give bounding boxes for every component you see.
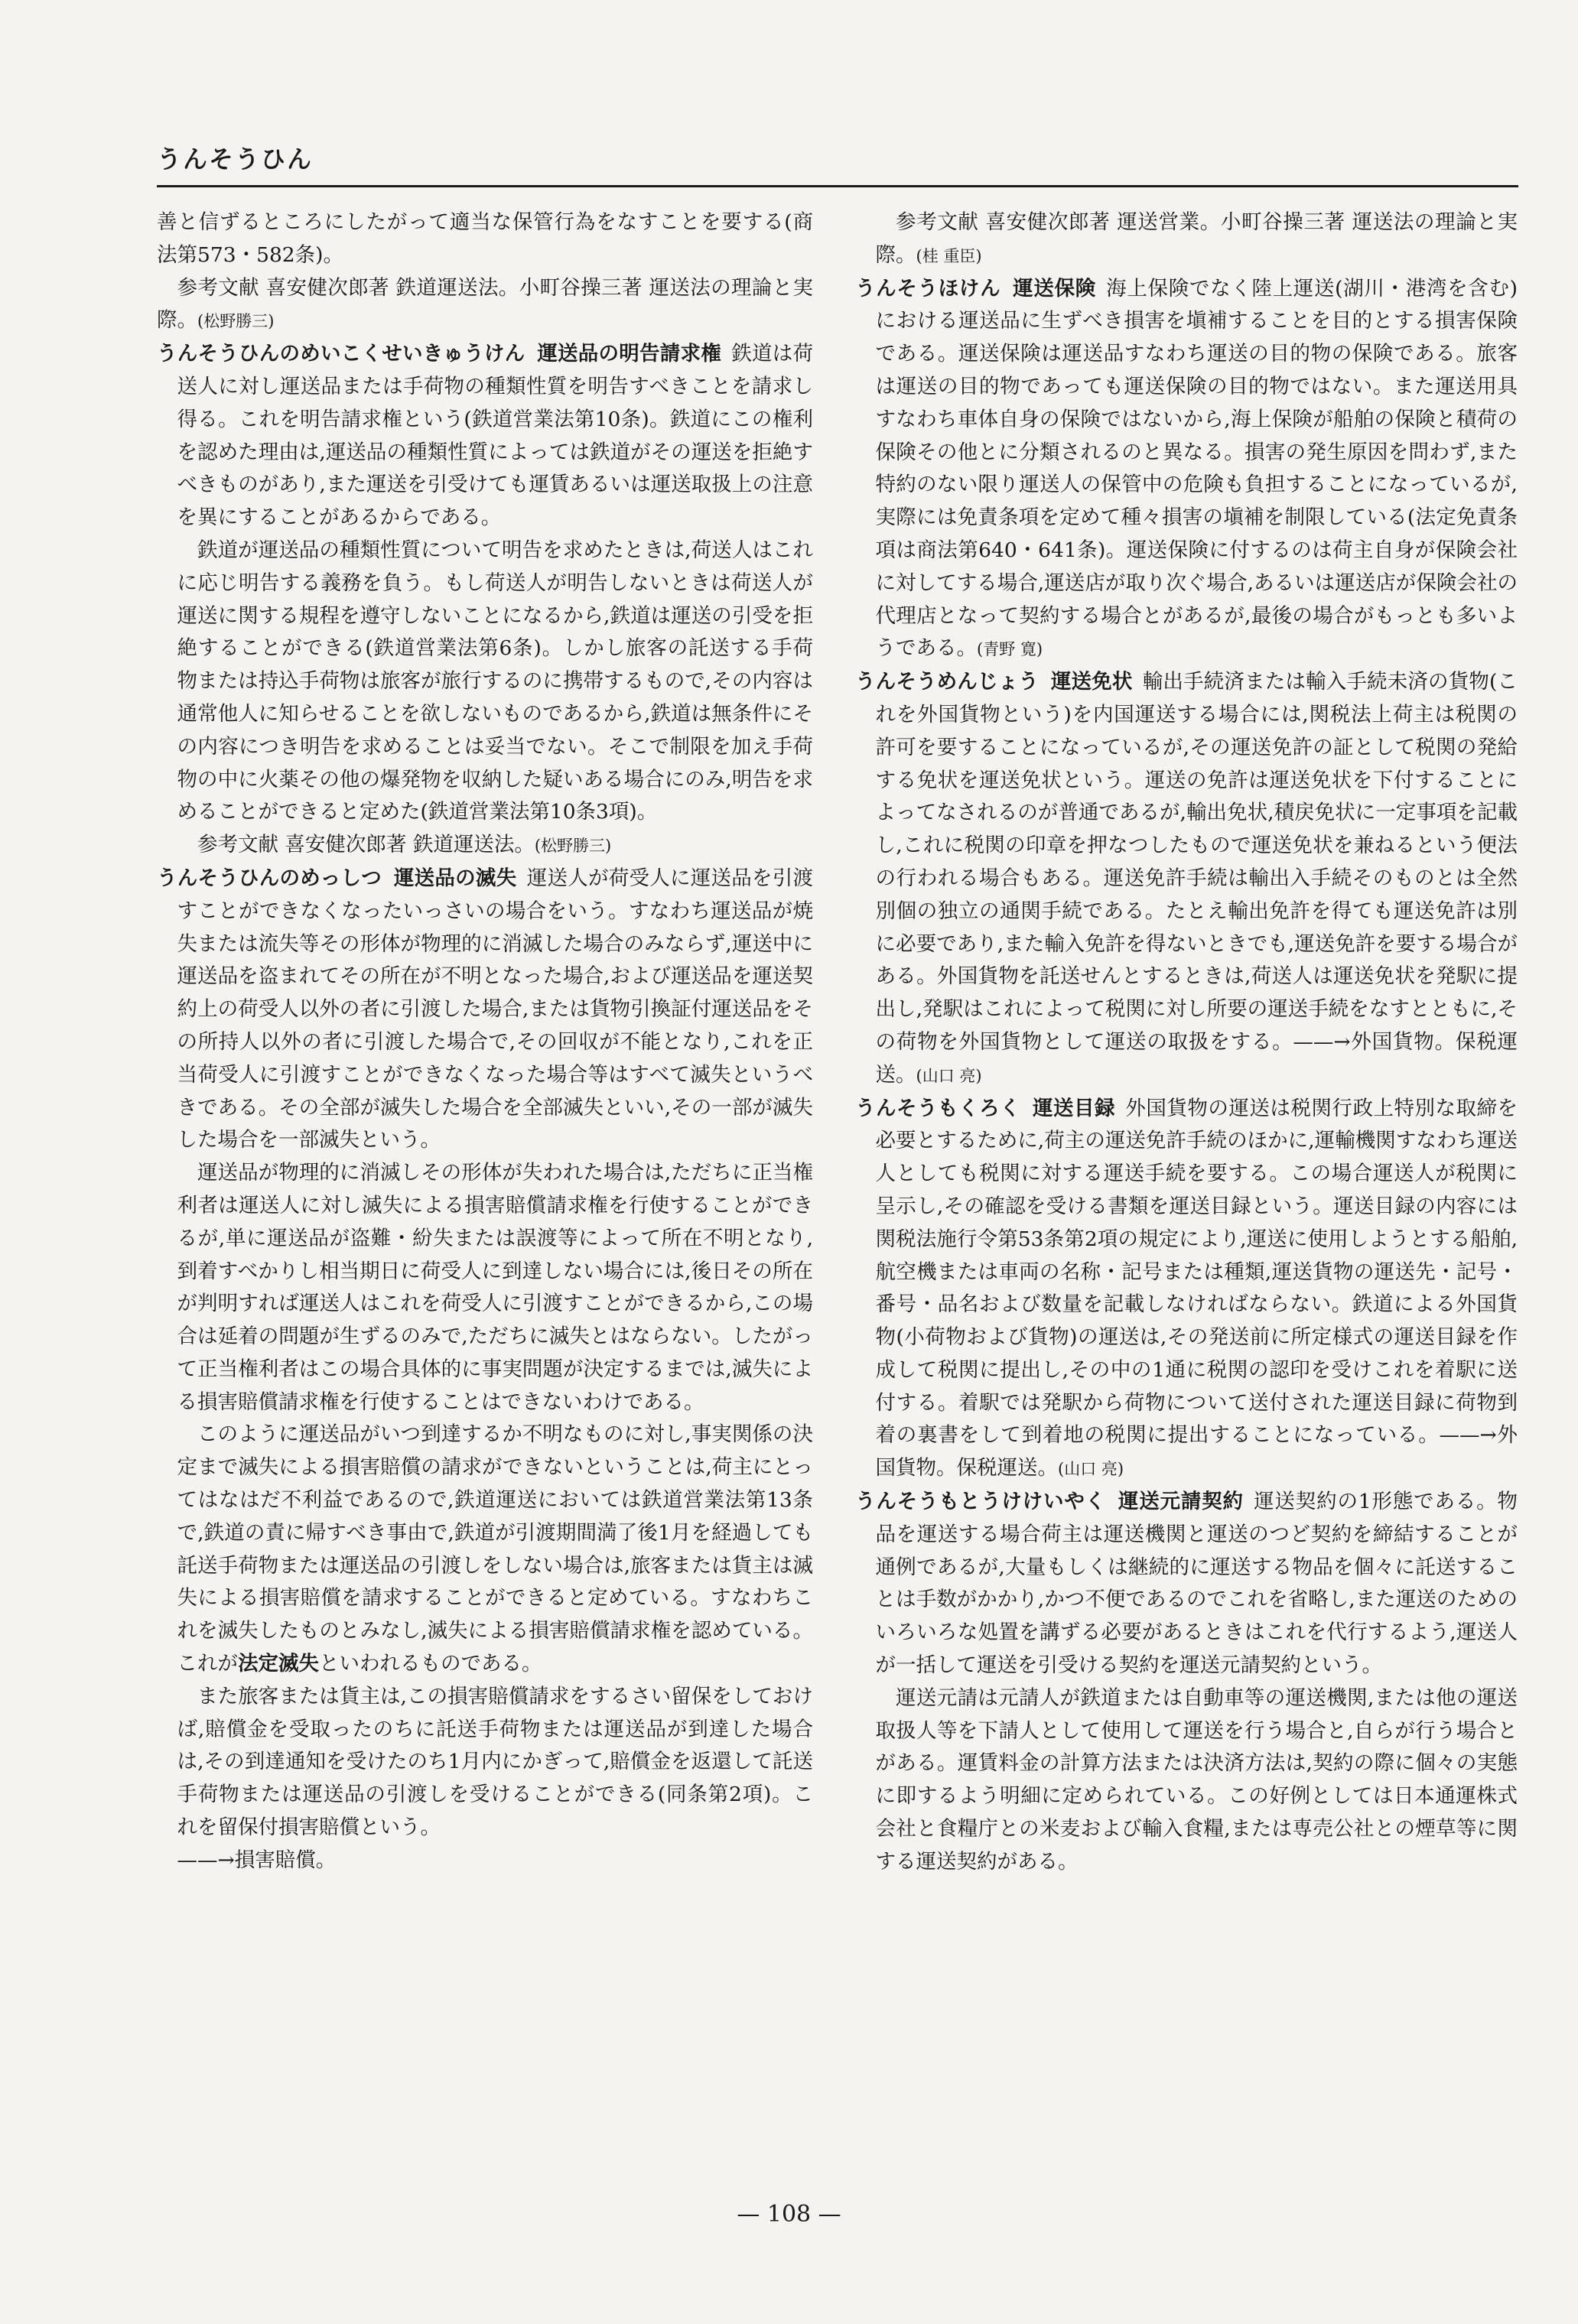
author-credit: (桂 重臣) (916, 246, 982, 265)
entry-paragraph: また旅客または貨主は,この損害賠償請求をするさい留保をしておけば,賠償金を受取ったのちに託送手荷物または運送品が到達した場合は,その到達通知を受けたのち1月内にかぎって,賠償金を返還して託送手荷物または運送品の引渡しを受けることができる(同条第2項)。これを留保付損害賠償という。 (177, 1684, 813, 1840)
page-number: — 108 — (737, 2201, 841, 2228)
continued-text: 善と信ずるところにしたがって適当な保管行為をなすことを要する(商法第573・582条)。 (157, 210, 813, 267)
entry-text: 鉄道は荷送人に対し運送品または手荷物の種類性質を明告すべきことを請求し得る。これを明告請求権という(鉄道営業法第10条)。鉄道にこの権利を認めた理由は,運送品の種類性質によっては鉄道がその運送を拒絶すべきものがあり,また運送を引受けても運賃あるいは運送取扱上の注意を異にすることがあるからである。 (177, 342, 814, 530)
entry-reading: うんそうもくろく (855, 1096, 1021, 1120)
author-credit: (山口 亮) (1058, 1460, 1124, 1479)
entry-term: 運送保険 (1013, 276, 1096, 301)
entry-reading: うんそうほけん (855, 276, 1001, 301)
entry-text: 輸出手続済または輸入手続未済の貨物(これを外国貨物という)を内国運送する場合には,関税法上荷主は税関の許可を要することになっているが,その運送免許の証として税関の発給する免状を運送免状という。運送の免許は運送免状を下付することによってなされるのが普通であるが,輸出免状,積戻免状に一定事項を記載し,これに税関の印章を押なつしたもので運送免状を兼ねるという便法の行われる場合もある。運送免許手続は輸出入手続そのものとは全然別個の独立の通関手続である。たとえ輸出免許を得ても運送免許は別に必要であり,また輸入免許を得ないときでも,運送免許を要する場合がある。外国貨物を託送せんとするときは,荷送人は運送免状を発駅に提出し,発駅はこれによって税関に対し所要の運送手続をなすとともに,その荷物を外国貨物として運送の取扱をする。——→外国貨物。保税運送。 (875, 670, 1518, 1087)
entry-text: 外国貨物の運送は税関行政上特別な取締を必要とするために,荷主の運送免許手続のほかに,運輸機関すなわち運送人としても税関に対する運送手続を要する。この場合運送人が税関に呈示し,その確認を受ける書類を運送目録という。運送目録の内容には関税法施行令第53条第2項の規定により,運送に使用しようとする船舶,航空機または車両の名称・記号または種類,運送貨物の運送先・記号・番号・品名および数量を記載しなければならない。鉄道による外国貨物(小荷物および貨物)の運送は,その発送前に所定様式の運送目録を作成して税関に提出し,その中の1通に税関の認印を受けこれを着駅に送付する。着駅では発駅から荷物について送付された運送目録に荷物到着の裏書をして到着地の税関に提出することになっている。——→外国貨物。保税運送。 (875, 1096, 1518, 1481)
entry-reading: うんそうめんじょう (855, 670, 1039, 694)
entry-reading: うんそうひんのめっしつ (157, 866, 382, 890)
entry-term: 運送目録 (1033, 1096, 1116, 1120)
entry-messhitsu (157, 863, 813, 1157)
entry-paragraph: 鉄道が運送品の種類性質について明告を求めたときは,荷送人はこれに応じ明告する義務を負う。もし荷送人が明告しないときは荷送人が運送に関する規程を遵守しないことになるから,鉄道は運送の引受を拒絶することができる(鉄道営業法第6条)。しかし旅客の託送する手荷物または持込手荷物は旅客が旅行するのに携帯するもので,その内容は通常他人に知らせることを欲しないものであるから,鉄道は無条件にその内容につき明告を求めることは妥当でない。そこで制限を加え手荷物の中に火薬その他の爆発物を収納した疑いある場合にのみ,明告を求めることができると定めた(鉄道営業法第10条3項)。 (177, 538, 813, 824)
reference-line: 参考文献 喜安健次郎著 鉄道運送法。小町谷操三著 運送法の理論と実際。(松野勝三) (157, 275, 813, 333)
author-credit: (松野勝三) (534, 837, 612, 856)
entry-text: 海上保険でなく陸上運送(湖川・港湾を含む)における運送品に生ずべき損害を塡補することを目的とする損害保険である。運送保険は運送品すなわち運送の目的物の保険である。旅客は運送の目的物であっても運送保険の目的物ではない。また運送用具すなわち車体自身の保険ではないから,海上保険が船舶の保険と積荷の保険その他とに分類されるのと異なる。損害の発生原因を問わず,また特約のない限り運送人の保管中の危険も負担することになっているが,実際には免責条項を定めて種々損害の塡補を制限している(法定免責条項は商法第640・641条)。運送保険に付するのは荷主自身が保険会社に対してする場合,運送店が取り次ぐ場合,あるいは運送店が保険会社の代理店となって契約する場合とがあるが,最後の場合がもっとも多いようである。 (875, 276, 1518, 661)
entry-paragraph: 運送品が物理的に消滅しその形体が失われた場合は,ただちに正当権利者は運送人に対し滅失による損害賠償請求権を行使することができるが,単に運送品が盗難・紛失または誤渡等によって所在不明となり,到着すべかりし相当期日に荷受人に到達しない場合には,後日その所在が判明すれば運送人はこれを荷受人に引渡すことができるから,この場合は延着の問題が生ずるのみで,ただちに滅失とはならない。したがって正当権利者はこの場合具体的に事実問題が決定するまでは,滅失による損害賠償請求権を行使することはできないわけである。 (177, 1161, 813, 1414)
entry-paragraph: このように運送品がいつ到達するか不明なものに対し,事実関係の決定まで滅失による損害賠償の請求ができないということは,荷主にとってはなはだ不利益であるので,鉄道運送においては鉄道営業法第13条で,鉄道の責に帰すべき事由で,鉄道が引渡期間満了後1月を経過しても託送手荷物または運送品の引渡しをしない場合は,旅客または貨主は滅失による損害賠償を請求することができると定めている。すなわちこれを滅失したものとみなし,滅失による損害賠償請求権を認めている。これが法定滅失といわれるものである。 (177, 1422, 813, 1676)
entry-unso-motouke-keiyaku (855, 1486, 1518, 1682)
entry-text: 運送契約の1形態である。物品を運送する場合荷主は運送機関と運送のつど契約を締結することが通例であるが,大量もしくは継続的に運送する物品を個々に託送することは手数がかかり,かつ不便であるのでこれを省略し,また運送のためのいろいろな処置を講ずる必要があるときはこれを代行するよう,運送人が一括して運送を引受ける契約を運送元請契約という。 (875, 1490, 1518, 1678)
cross-reference: ——→損害賠償。 (177, 1848, 337, 1872)
author-credit: (山口 亮) (916, 1066, 982, 1085)
right-column (855, 206, 1518, 1879)
keyword: 法定滅失 (238, 1652, 319, 1676)
entry-unso-mokuroku (855, 1093, 1518, 1487)
entry-term: 運送品の明告請求権 (537, 342, 722, 366)
entry-unso-hoken (855, 273, 1518, 667)
entry-unso-menjo (855, 666, 1518, 1092)
entry-term: 運送免状 (1050, 670, 1133, 694)
reference-line: 参考文献 喜安健次郎著 運送営業。小町谷操三著 運送法の理論と実際。(桂 重臣) (875, 210, 1518, 267)
header-rule (157, 185, 1518, 187)
reference-line: 参考文献 喜安健次郎著 鉄道運送法。(松野勝三) (197, 833, 612, 857)
author-credit: (青野 寛) (977, 640, 1043, 659)
entry-reading: うんそうもとうけけいやく (855, 1490, 1106, 1514)
left-column (157, 206, 813, 1877)
author-credit: (松野勝三) (197, 312, 275, 331)
entry-term: 運送元請契約 (1118, 1490, 1244, 1514)
entry-text: 運送人が荷受人に運送品を引渡すことができなくなったいっさいの場合をいう。すなわち運送品が焼失または流失等その形体が物理的に消滅した場合のみならず,運送中に運送品を盗まれてその所在が不明となった場合,および運送品を運送契約上の荷受人以外の者に引渡した場合,または貨物引換証付運送品をその所持人以外の者に引渡した場合で,その回収が不能となり,これを正当荷受人に引渡すことができなくなった場合等はすべて滅失というべきである。その全部が滅失した場合を全部滅失といい,その一部が滅失した場合を一部滅失という。 (177, 866, 814, 1152)
entry-meikoku-seikyuken (157, 338, 813, 535)
running-header: うんそうひん (157, 145, 314, 174)
entry-paragraph: 運送元請は元請人が鉄道または自動車等の運送機関,または他の運送取扱人等を下請人として使用して運送を行う場合と,自らが行う場合とがある。運賃料金の計算方法または決済方法は,契約の際に個々の実態に即するよう明細に定められている。この好例としては日本通運株式会社と食糧庁との米麦および輸入食糧,または専売公社との煙草等に関する運送契約がある。 (875, 1685, 1518, 1874)
entry-term: 運送品の滅失 (393, 866, 517, 890)
entry-reading: うんそうひんのめいこくせいきゅうけん (157, 342, 525, 366)
